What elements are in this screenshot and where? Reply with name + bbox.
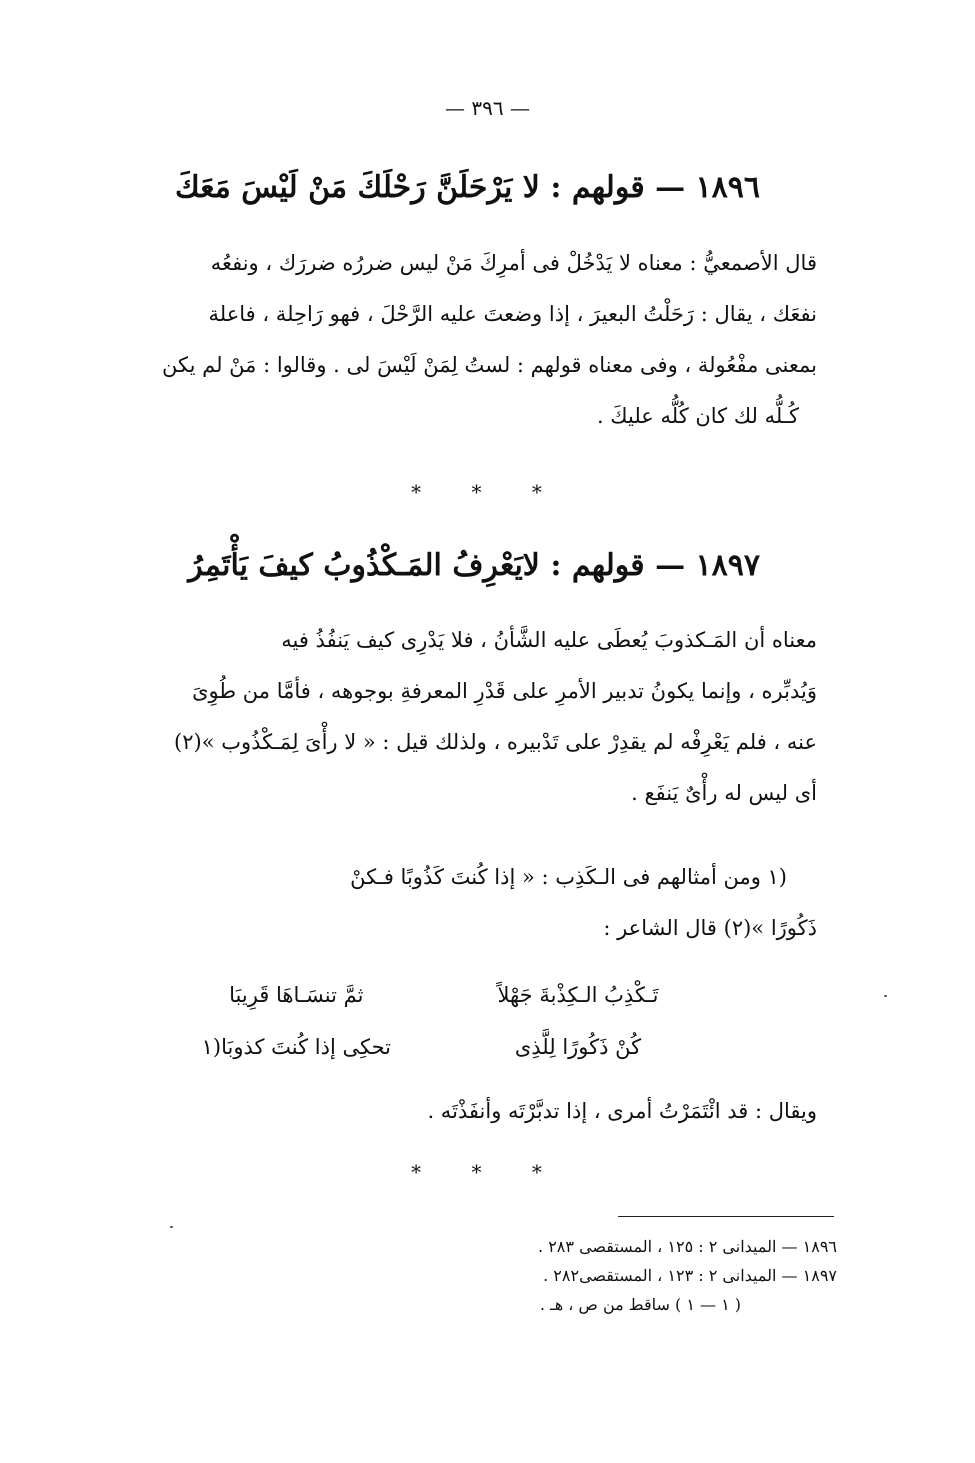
paragraph-line: وَيُدبِّره ، وإنما يكونُ تدبير الأمرِ على قَدْرِ المعرفةِ بوجوهه ، فأمَّا من طُوِىَ (192, 679, 817, 703)
paragraph-line: قال الأصمعيُّ : معناه لا يَدْخُلْ فى أمرِكَ مَنْ ليس ضررُه ضررَك ، ونفعُه (210, 251, 817, 275)
verse-hemistich-right: كُنْ ذَكُورًا لِلَّذِى (514, 1035, 642, 1059)
entry-heading-1896: ١٨٩٦ — قولهم : لا يَرْحَلَنَّ رَحْلَكَ مَنْ لَيْسَ مَعَكَ (174, 170, 760, 205)
footnotes (400, 1232, 837, 1319)
paragraph-line: ويقال : قد ائْتَمَرْتُ أمرى ، إذا تدبَّرْتَه وأنفَذْتَه . (427, 1099, 817, 1123)
entry-1897-paragraph (158, 615, 817, 819)
entry-1896-paragraph (158, 238, 817, 442)
section-separator: * * * (411, 1160, 564, 1184)
verse-line-2 (196, 1022, 713, 1072)
entry-1897-closing-line (340, 1086, 817, 1137)
entry-1897-proverb-paragraph (158, 852, 817, 954)
scan-speck (884, 995, 887, 997)
paragraph-line: نفعَك ، يقال : رَحَلْتُ البعيرَ ، إذا وضعتَ عليه الرَّحْلَ ، فهو رَاحِلة ، فاعلة (208, 302, 817, 326)
paragraph-line: بمعنى مفْعُولة ، وفى معناه قولهم : لستُ لِمَنْ لَيْسَ لى . وقالوا : مَنْ لم يكن (162, 353, 817, 377)
section-separator: * * * (411, 480, 564, 504)
paragraph-line: أى ليس له رأْىٌ يَنفَع . (631, 781, 817, 805)
footnote: ( ١ — ١ ) ساقط من ص ، هـ . (539, 1295, 741, 1314)
paragraph-line: ذَكُورًا »(٢) قال الشاعر : (603, 916, 817, 940)
footnote: ١٨٩٧ — الميدانى ٢ : ١٢٣ ، المستقصى٢٨٢ . (543, 1266, 837, 1285)
verse-line-1 (196, 970, 713, 1020)
entry-heading-1897: ١٨٩٧ — قولهم : لايَعْرِفُ المَـكْذُوبُ كيفَ يَأْتَمِرُ (188, 548, 760, 583)
page-number: — ٣٩٦ — (445, 96, 530, 120)
paragraph-line: عنه ، فلم يَعْرِفْه لم يقدِرْ على تَدْبيره ، ولذلك قيل : « لا رأْىَ لِمَـكْذُوب »(٢) (174, 730, 817, 754)
verse-hemistich-left: ثمَّ تنسَـاهَا قَرِيبَا (229, 983, 364, 1007)
paragraph-line: (١ ومن أمثالهم فى الـكَذِب : « إذا كُنتَ كَذُوبًا فـكنْ (350, 865, 787, 889)
footnote-rule (618, 1216, 834, 1217)
scan-speck (170, 1226, 173, 1228)
verse-hemistich-left: تحكِى إذا كُنتَ كذوبَا(١ (201, 1035, 391, 1059)
paragraph-line: معناه أن المَـكذوبَ يُعطَى عليه الشَّأنُ ، فلا يَدْرِى كيف يَنفُذُ فيه (281, 628, 817, 652)
footnote: ١٨٩٦ — الميدانى ٢ : ١٢٥ ، المستقصى ٢٨٣ . (538, 1237, 837, 1256)
verse-hemistich-right: تَـكْذِبُ الـكِذْبةَ جَهْلاً (497, 983, 659, 1007)
paragraph-line: كُـلُّه لك كان كُلُّه عليكَ . (596, 404, 799, 428)
